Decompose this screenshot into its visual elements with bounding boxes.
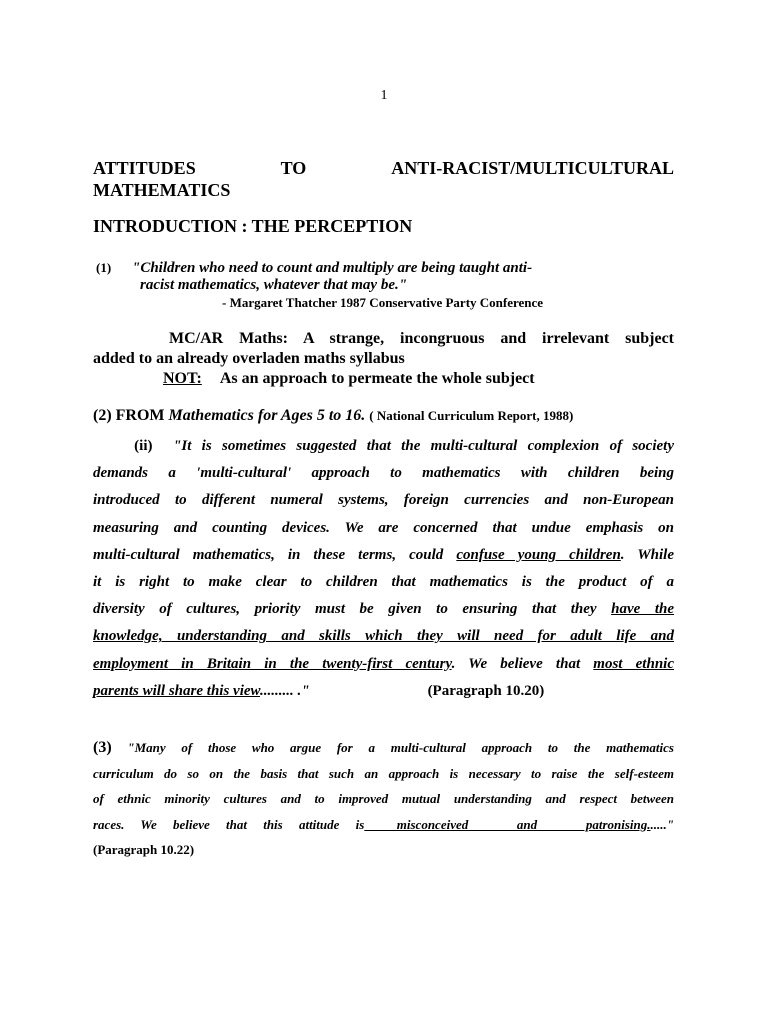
title-word-anti-racist: ANTI-RACIST/MULTICULTURAL bbox=[391, 158, 674, 178]
para2-line bbox=[93, 542, 674, 569]
para3-reference: (Paragraph 10.22) bbox=[93, 842, 195, 857]
para2-text: ......... ." bbox=[259, 682, 310, 699]
para3-line bbox=[93, 812, 674, 838]
quote-1-line-1: "Children who need to count and multiply are being taught anti- bbox=[132, 260, 533, 276]
para3-underlined-text: misconceived and patronising. bbox=[364, 816, 651, 832]
mcar-line-1 bbox=[93, 329, 674, 349]
mcar-line-1-rest: A strange, incongruous and irrelevant subject bbox=[302, 330, 674, 347]
para2-text: . While bbox=[620, 546, 674, 563]
document-title bbox=[93, 157, 674, 201]
quote-1 bbox=[96, 259, 656, 311]
mcar-not-label: NOT: bbox=[163, 370, 202, 387]
mcar-line-3-rest: As an approach to permeate the whole subject bbox=[219, 370, 535, 387]
para2-line: demands a 'multi-cultural' approach to mathematics with children being bbox=[93, 465, 674, 482]
quote-3-paragraph bbox=[93, 735, 674, 863]
page-number: 1 bbox=[380, 88, 388, 103]
para3-number: (3) bbox=[93, 739, 112, 756]
para2-line bbox=[93, 596, 674, 623]
section-2-label: (2) FROM bbox=[93, 407, 165, 424]
para2-underlined-text: most ethnic bbox=[593, 655, 674, 672]
para2-line: it is right to make clear to children that mathematics is the product of a bbox=[93, 574, 674, 591]
mcar-line-3 bbox=[93, 369, 674, 389]
title-line-2: MATHEMATICS bbox=[93, 180, 231, 200]
para2-line: measuring and counting devices. We are concerned that undue emphasis on bbox=[93, 519, 674, 536]
para2-underlined-text: parents will share this view bbox=[93, 682, 260, 699]
para2-underlined-text: have the bbox=[611, 601, 674, 618]
para2-underlined-text: confuse young children bbox=[456, 546, 621, 563]
para2-text: multi-cultural mathematics, in these terms, could bbox=[93, 546, 457, 563]
quote-2-paragraph bbox=[93, 433, 674, 705]
para2-line: introduced to different numeral systems, foreign currencies and non-European bbox=[93, 492, 674, 509]
para3-line: of ethnic minority cultures and to improved mutual understanding and respect between bbox=[93, 791, 674, 806]
para3-line bbox=[93, 735, 674, 761]
para2-text: . We believe that bbox=[451, 655, 594, 672]
quote-1-attribution: - Margaret Thatcher 1987 Conservative Party Conference bbox=[222, 295, 544, 310]
title-word-to: TO bbox=[280, 158, 307, 178]
para2-underlined-text: employment in Britain in the twenty-first century bbox=[93, 655, 452, 672]
para3-text: ....." bbox=[650, 816, 674, 832]
title-line-1 bbox=[93, 157, 674, 179]
section-2-heading bbox=[93, 407, 674, 425]
mcar-term: MC/AR Maths bbox=[169, 330, 283, 347]
para2-text: diversity of cultures, priority must be given to ensuring that they bbox=[93, 601, 612, 618]
para2-reference: (Paragraph 10.20) bbox=[427, 682, 545, 699]
quote-1-line-2: racist mathematics, whatever that may be." bbox=[140, 277, 408, 293]
para2-text: "It is sometimes suggested that the multi-cultural complexion of society bbox=[173, 438, 674, 454]
section-2-source: ( National Curriculum Report, 1988) bbox=[369, 408, 574, 423]
mcar-statement bbox=[93, 329, 674, 389]
para2-line: knowledge, understanding and skills which they will need for adult life and bbox=[93, 628, 674, 645]
mcar-colon: : bbox=[282, 330, 288, 347]
intro-heading: INTRODUCTION : THE PERCEPTION bbox=[93, 216, 413, 236]
para2-line bbox=[93, 678, 674, 705]
para3-text: races. We believe that this attitude is bbox=[93, 816, 365, 832]
mcar-line-2: added to an already overladen maths syllabus bbox=[93, 350, 405, 367]
para2-line bbox=[93, 433, 674, 460]
quote-1-number: (1) bbox=[96, 260, 112, 275]
para2-marker: (ii) bbox=[93, 438, 174, 454]
title-word-attitudes: ATTITUDES bbox=[93, 158, 196, 178]
para3-line: curriculum do so on the basis that such an approach is necessary to raise the self-esteem bbox=[93, 765, 674, 781]
para2-line bbox=[93, 651, 674, 678]
section-2-book-title: Mathematics for Ages 5 to 16. bbox=[168, 407, 366, 424]
para3-text: "Many of those who argue for a multi-cultural approach to the mathematics bbox=[111, 740, 674, 755]
